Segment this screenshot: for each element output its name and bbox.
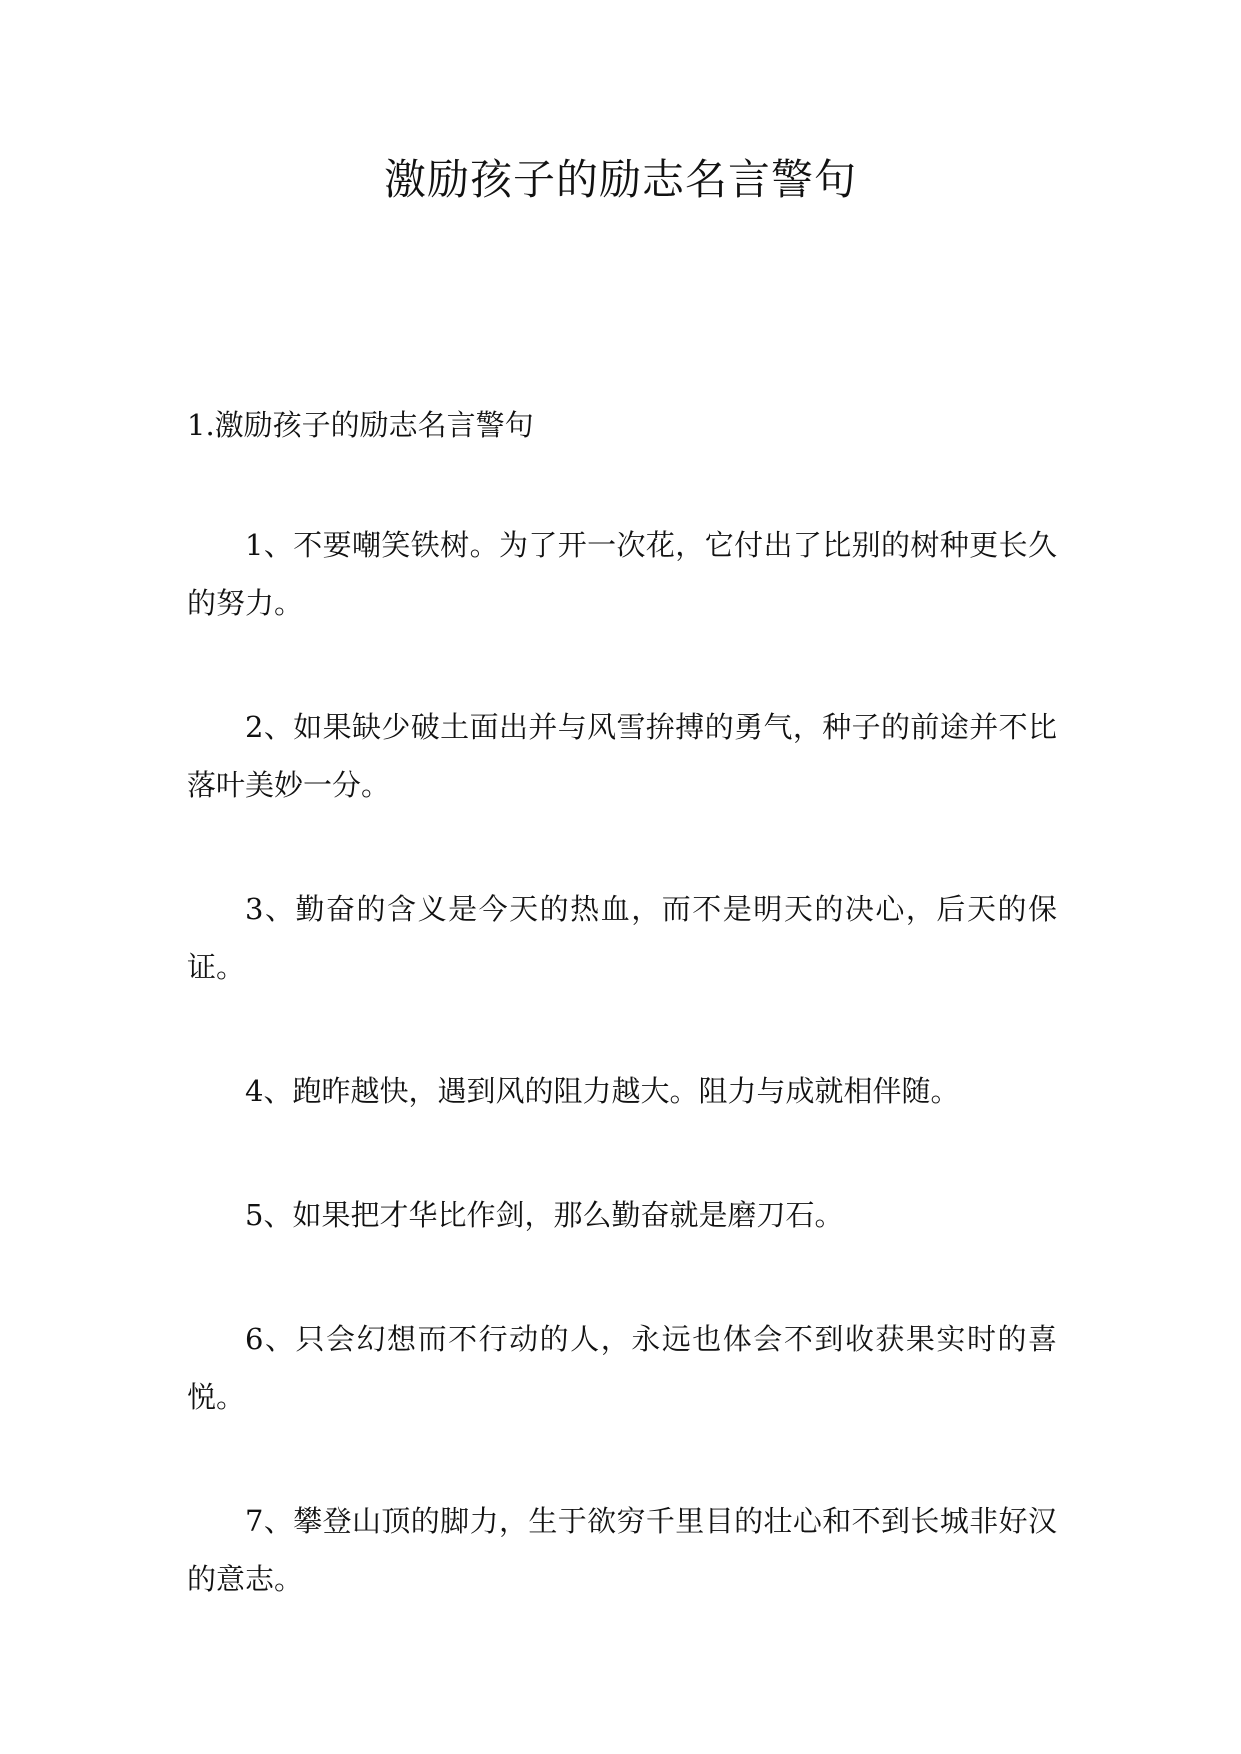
quote-item: 6、只会幻想而不行动的人，永远也体会不到收获果实时的喜悦。 (187, 1322, 1057, 1414)
quote-item: 3、勤奋的含义是今天的热血，而不是明天的决心，后天的保证。 (187, 892, 1057, 984)
quote-item: 4、跑昨越快，遇到风的阻力越大。阻力与成就相伴随。 (245, 1074, 960, 1108)
quote-list (187, 516, 1057, 1608)
quote-item: 7、攀登山顶的脚力，生于欲穷千里目的壮心和不到长城非好汉的意志。 (187, 1504, 1057, 1596)
quote-item: 1、不要嘲笑铁树。为了开一次花，它付出了比别的树种更长久的努力。 (187, 528, 1057, 620)
quote-item: 2、如果缺少破土面出并与风雪拚搏的勇气，种子的前途并不比落叶美妙一分。 (187, 710, 1057, 802)
section-heading: 1.激励孩子的励志名言警句 (187, 408, 534, 442)
document-body (187, 400, 1057, 1608)
document-title: 激励孩子的励志名言警句 (383, 155, 857, 204)
quote-item: 5、如果把才华比作剑，那么勤奋就是磨刀石。 (245, 1198, 844, 1232)
